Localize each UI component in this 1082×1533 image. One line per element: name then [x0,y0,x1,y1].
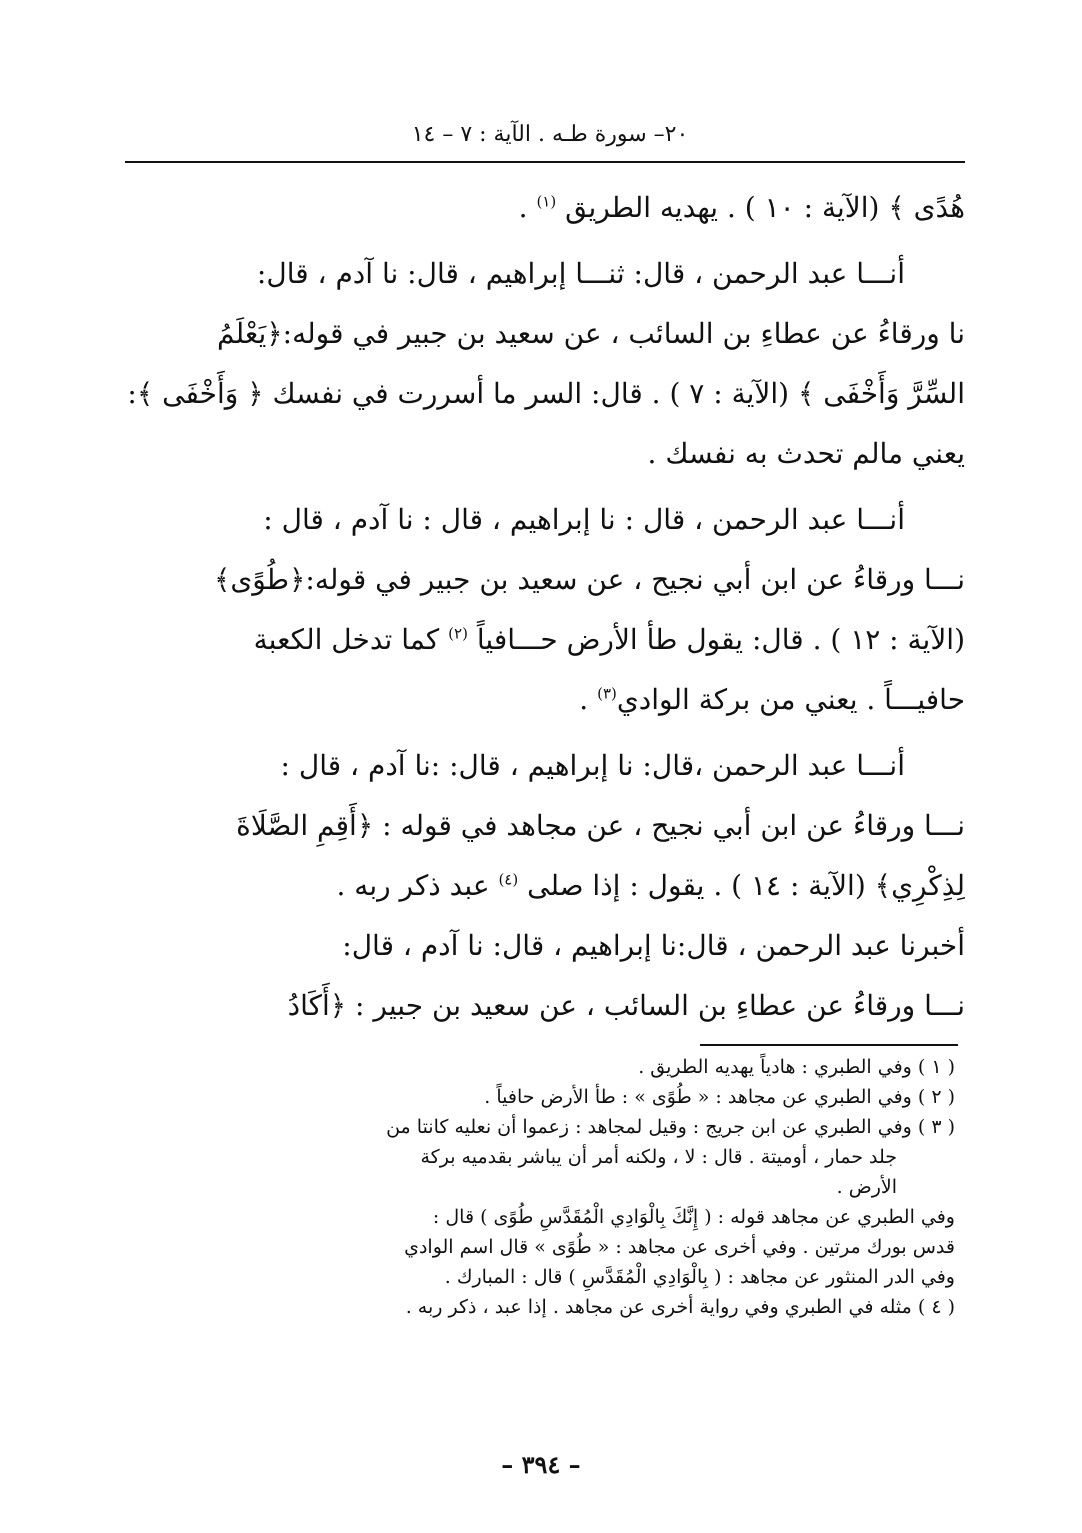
text-line: لِذِكْرِي﴾ (الآية : ١٤ ) . يقول : إذا صلى $^{(٤)}$ عبد ذكر ربه . [336,869,965,902]
footnote-marker[interactable]: (٣) [597,684,617,703]
footnote-marker[interactable]: (٤) [498,870,519,889]
text-line: حافيـــاً . يعني من بركة الوادي$^{(٣)}$ . [579,683,965,716]
text-line: هُدًى ﴾ (الآية : ١٠ ) . يهديه الطريق $^{(١)}$ . [518,191,965,224]
text-line: السِّرَّ وَأَخْفَى ﴾ (الآية : ٧ ) . قال: السر ما أسررت في نفسك ﴿ وَأَخْفَى ﴾: [127,377,965,410]
footnotes [125,1052,955,1322]
footnote-marker[interactable]: (١) [536,192,557,211]
footnote: وفي الطبري عن مجاهد قوله : ( إِنَّكَ بِالْوَادِي الْمُقَدَّسِ طُوًى ) قال : [432,1206,955,1228]
footnote: ( ٢ ) وفي الطبري عن مجاهد : « طُوًى » : طأ الأرض حافياً . [484,1086,955,1108]
text-line: (الآية : ١٢ ) . قال: يقول طأ الأرض حـــافياً $^{(٢)}$ كما تدخل الكعبة [253,623,965,656]
page-number: – ٣٩٤ – [501,1450,581,1479]
text-line: نـــا ورقاءُ عن عطاءِ بن السائب ، عن سعيد بن جبير : ﴿أَكَادُ [287,989,965,1022]
footnote: ( ١ ) وفي الطبري : هادياً يهديه الطريق . [638,1056,955,1078]
text-line: نـــا ورقاءُ عن ابن أبي نجيح ، عن سعيد بن جبير في قوله:﴿طُوًى﴾ [213,563,965,596]
footnote: وفي الدر المنثور عن مجاهد : ( بِالْوَادِي الْمُقَدَّسِ ) قال : المبارك . [444,1266,955,1288]
text-line: نا ورقاءُ عن عطاءِ بن السائب ، عن سعيد بن جبير في قوله:﴿يَعْلَمُ [217,317,965,350]
text-line: أنـــا عبد الرحمن ، قال : نا إبراهيم ، قال : نا آدم ، قال : [263,503,905,536]
footnote-rule [700,1044,958,1046]
text-line: نـــا ورقاءُ عن ابن أبي نجيح ، عن مجاهد في قوله : ﴿أَقِمِ الصَّلَاةَ [236,809,965,842]
footnote: ( ٣ ) وفي الطبري عن ابن جريج : وقيل لمجاهد : زعموا أن نعليه كانتا من [386,1116,955,1138]
text-line: أنـــا عبد الرحمن ،قال: نا إبراهيم ، قال: :نا آدم ، قال : [280,749,905,782]
header-rule [125,161,965,163]
text-line: يعني مالم تحدث به نفسك . [647,437,965,470]
text-line: أنـــا عبد الرحمن ، قال: ثنـــا إبراهيم ، قال: نا آدم ، قال: [256,257,905,290]
running-header: ٢٠– سورة طـه . الآية : ٧ – ١٤ [411,122,689,147]
footnote-continuation: الأرض . [836,1176,897,1198]
footnote-marker[interactable]: (٢) [448,624,468,643]
footnote: قدس بورك مرتين . وفي أخرى عن مجاهد : « طُوًى » قال اسم الوادي [404,1236,955,1258]
footnote-continuation: جلد حمار ، أوميتة . قال : لا ، ولكنه أمر أن يباشر بقدميه بركة [420,1146,897,1168]
main-text [125,178,965,1036]
text-line: أخبرنا عبد الرحمن ، قال:نا إبراهيم ، قال: نا آدم ، قال: [342,929,965,962]
footnote: ( ٤ ) مثله في الطبري وفي رواية أخرى عن مجاهد . إذا عبد ، ذكر ربه . [405,1296,955,1318]
